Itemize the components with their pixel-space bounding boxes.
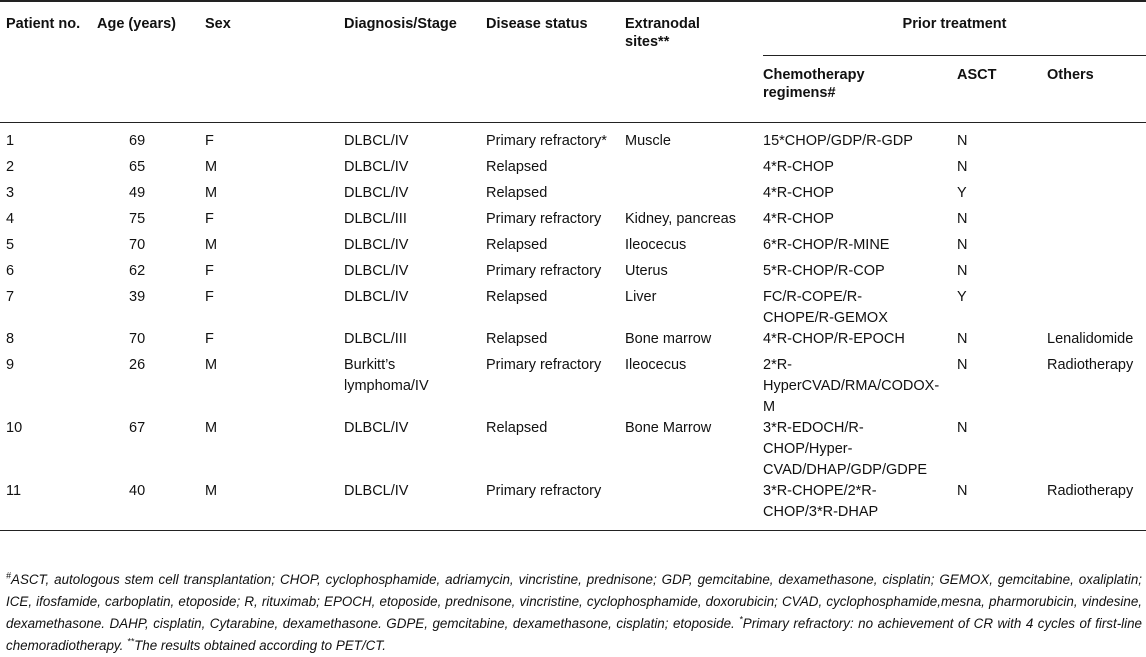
header-age: Age (years) (97, 16, 176, 32)
header-extranodal-sites: Extranodal sites** (625, 16, 700, 50)
cell-diagnosis: DLBCL/IV (344, 185, 409, 201)
cell-sex: F (205, 331, 214, 347)
header-diagnosis: Diagnosis/Stage (344, 16, 457, 32)
table-row (0, 209, 1146, 235)
cell-others: Lenalidomide (1047, 331, 1134, 347)
table-row (0, 183, 1146, 209)
cell-chemotherapy: FC/R-COPE/R- CHOPE/R-GEMOX (763, 289, 888, 326)
cell-extranodal-sites: Bone marrow (625, 331, 712, 347)
cell-patient-no: 6 (6, 263, 15, 279)
cell-asct: N (957, 133, 968, 149)
cell-age: 40 (97, 481, 205, 531)
table-row (0, 287, 1146, 329)
cell-age: 70 (129, 331, 146, 347)
cell-sex: M (205, 357, 218, 373)
cell-age: 67 (129, 420, 146, 436)
cell-age: 65 (129, 159, 146, 175)
cell-age: 75 (129, 211, 146, 227)
cell-chemotherapy: 4*R-CHOP (763, 211, 834, 227)
cell-disease-status: Relapsed (486, 237, 548, 253)
table-row (0, 418, 1146, 481)
cell-extranodal-sites: Ileocecus (625, 237, 687, 253)
cell-diagnosis: DLBCL/III (344, 331, 407, 347)
cell-chemotherapy: 3*R-EDOCH/R- CHOP/Hyper- CVAD/DHAP/GDP/GDPE (763, 420, 928, 478)
cell-chemotherapy: 4*R-CHOP (763, 159, 834, 175)
cell-extranodal-sites (625, 481, 763, 531)
cell-diagnosis: DLBCL/IV (344, 289, 409, 305)
cell-patient-no: 10 (6, 420, 23, 436)
header-asct: ASCT (957, 67, 997, 83)
cell-sex: M (205, 159, 218, 175)
cell-chemotherapy: 5*R-CHOP/R-COP (763, 263, 885, 279)
cell-others (1047, 287, 1146, 329)
cell-diagnosis: DLBCL/IV (344, 159, 409, 175)
cell-age: 39 (129, 289, 146, 305)
cell-sex: F (205, 211, 214, 227)
cell-patient-no: 8 (6, 331, 15, 347)
cell-asct: N (957, 159, 968, 175)
header-prior-treatment: Prior treatment (763, 1, 1146, 56)
cell-sex: M (205, 237, 218, 253)
cell-age: 49 (129, 185, 146, 201)
footnote-primary-refractory: Primary refractory: no achievement of CR with 4 cycles of first-line chemoradiotherapy. (6, 616, 1142, 653)
cell-disease-status: Primary refractory (486, 263, 602, 279)
cell-others (1047, 209, 1146, 235)
footnote-mark-hash: # (6, 570, 12, 581)
cell-age: 69 (129, 133, 146, 149)
cell-patient-no: 11 (0, 481, 97, 531)
cell-asct: N (957, 420, 968, 436)
cell-patient-no: 5 (6, 237, 15, 253)
cell-sex: F (205, 289, 214, 305)
cell-extranodal-sites (625, 157, 763, 183)
cell-diagnosis: DLBCL/IV (344, 237, 409, 253)
cell-patient-no: 1 (6, 133, 15, 149)
table-row (0, 123, 1146, 158)
cell-diagnosis: DLBCL/IV (344, 133, 409, 149)
cell-chemotherapy: 2*R- HyperCVAD/RMA/CODOX- M (763, 357, 940, 415)
header-others: Others (1047, 67, 1094, 83)
table-footnote (6, 569, 1142, 657)
cell-asct: Y (957, 289, 967, 305)
cell-asct: N (957, 331, 968, 347)
cell-disease-status: Primary refractory (486, 357, 602, 373)
cell-disease-status: Relapsed (486, 289, 548, 305)
header-sex: Sex (205, 16, 231, 32)
cell-age: 26 (129, 357, 146, 373)
cell-asct: Y (957, 185, 967, 201)
cell-patient-no: 4 (6, 211, 15, 227)
cell-others (1047, 123, 1146, 158)
cell-chemotherapy: 4*R-CHOP (763, 185, 834, 201)
header-chemotherapy-regimens: Chemotherapy regimens# (763, 67, 865, 101)
table-body (0, 123, 1146, 531)
header-disease-status: Disease status (486, 16, 588, 32)
cell-disease-status: Primary refractory (486, 481, 625, 531)
table-row (0, 235, 1146, 261)
cell-sex: M (205, 185, 218, 201)
header-row-2 (0, 56, 1146, 123)
table-row (0, 481, 1146, 531)
cell-extranodal-sites: Bone Marrow (625, 420, 712, 436)
cell-diagnosis: DLBCL/III (344, 211, 407, 227)
cell-age: 62 (129, 263, 146, 279)
cell-asct: N (957, 263, 968, 279)
cell-patient-no: 2 (6, 159, 15, 175)
cell-others (1047, 418, 1146, 481)
cell-others: Radiotherapy (1047, 481, 1146, 531)
cell-disease-status: Relapsed (486, 331, 548, 347)
cell-extranodal-sites: Kidney, pancreas (625, 211, 736, 227)
cell-others (1047, 157, 1146, 183)
cell-diagnosis: Burkitt’s lymphoma/IV (344, 357, 429, 394)
cell-extranodal-sites (625, 183, 763, 209)
cell-disease-status: Relapsed (486, 159, 548, 175)
footnote-pet-ct: The results obtained according to PET/CT. (134, 638, 386, 653)
cell-diagnosis: DLBCL/IV (344, 481, 486, 531)
cell-diagnosis: DLBCL/IV (344, 420, 409, 436)
cell-extranodal-sites: Ileocecus (625, 357, 687, 373)
footnote-mark-star: * (739, 614, 743, 625)
table-row (0, 261, 1146, 287)
cell-asct: N (957, 481, 1047, 531)
cell-asct: N (957, 211, 968, 227)
table-row (0, 355, 1146, 418)
cell-chemotherapy: 4*R-CHOP/R-EPOCH (763, 331, 905, 347)
table-row (0, 329, 1146, 355)
cell-disease-status: Relapsed (486, 185, 548, 201)
header-patient-no: Patient no. (6, 16, 81, 32)
cell-extranodal-sites: Liver (625, 289, 657, 305)
cell-others (1047, 261, 1146, 287)
header-row-1 (0, 1, 1146, 56)
cell-patient-no: 9 (6, 357, 15, 373)
footnote-mark-double-star: ** (127, 636, 135, 647)
footnote-abbreviations: ASCT, autologous stem cell transplantation; CHOP, cyclophosphamide, adriamycin, vincristine, prednisone; GDP, gemcitabine, dexamethasone, cisplatin; GEMOX, gemcitabine, oxaliplatin; ICE, ifosfamide, carboplatin, etoposide; R, rituximab; EPOCH, etoposide, prednisone, vincristine, cyclophosphamide, doxorubicin; CVAD, cyclophosphamide,mesna, pharmorubicin, vindesine, dexamethasone. DAHP, cisplatin, Cytarabine, dexamethasone. GDPE, gemcitabine, dexamethasone, cisplatin; etoposide. (6, 572, 1142, 631)
cell-others (1047, 235, 1146, 261)
cell-disease-status: Primary refractory* (486, 133, 607, 149)
cell-sex: M (205, 481, 344, 531)
cell-chemotherapy: 15*CHOP/GDP/R-GDP (763, 133, 913, 149)
cell-disease-status: Relapsed (486, 420, 548, 436)
cell-sex: F (205, 133, 214, 149)
cell-disease-status: Primary refractory (486, 211, 602, 227)
table-row (0, 157, 1146, 183)
cell-patient-no: 7 (6, 289, 15, 305)
cell-asct: N (957, 237, 968, 253)
cell-chemotherapy: 6*R-CHOP/R-MINE (763, 237, 890, 253)
cell-patient-no: 3 (6, 185, 15, 201)
cell-sex: F (205, 263, 214, 279)
cell-extranodal-sites: Muscle (625, 133, 671, 149)
cell-chemotherapy: 3*R-CHOPE/2*R- CHOP/3*R-DHAP (763, 481, 957, 531)
cell-sex: M (205, 420, 218, 436)
cell-others (1047, 183, 1146, 209)
cell-others: Radiotherapy (1047, 357, 1134, 373)
cell-diagnosis: DLBCL/IV (344, 263, 409, 279)
cell-age: 70 (129, 237, 146, 253)
cell-extranodal-sites: Uterus (625, 263, 668, 279)
cell-asct: N (957, 357, 968, 373)
